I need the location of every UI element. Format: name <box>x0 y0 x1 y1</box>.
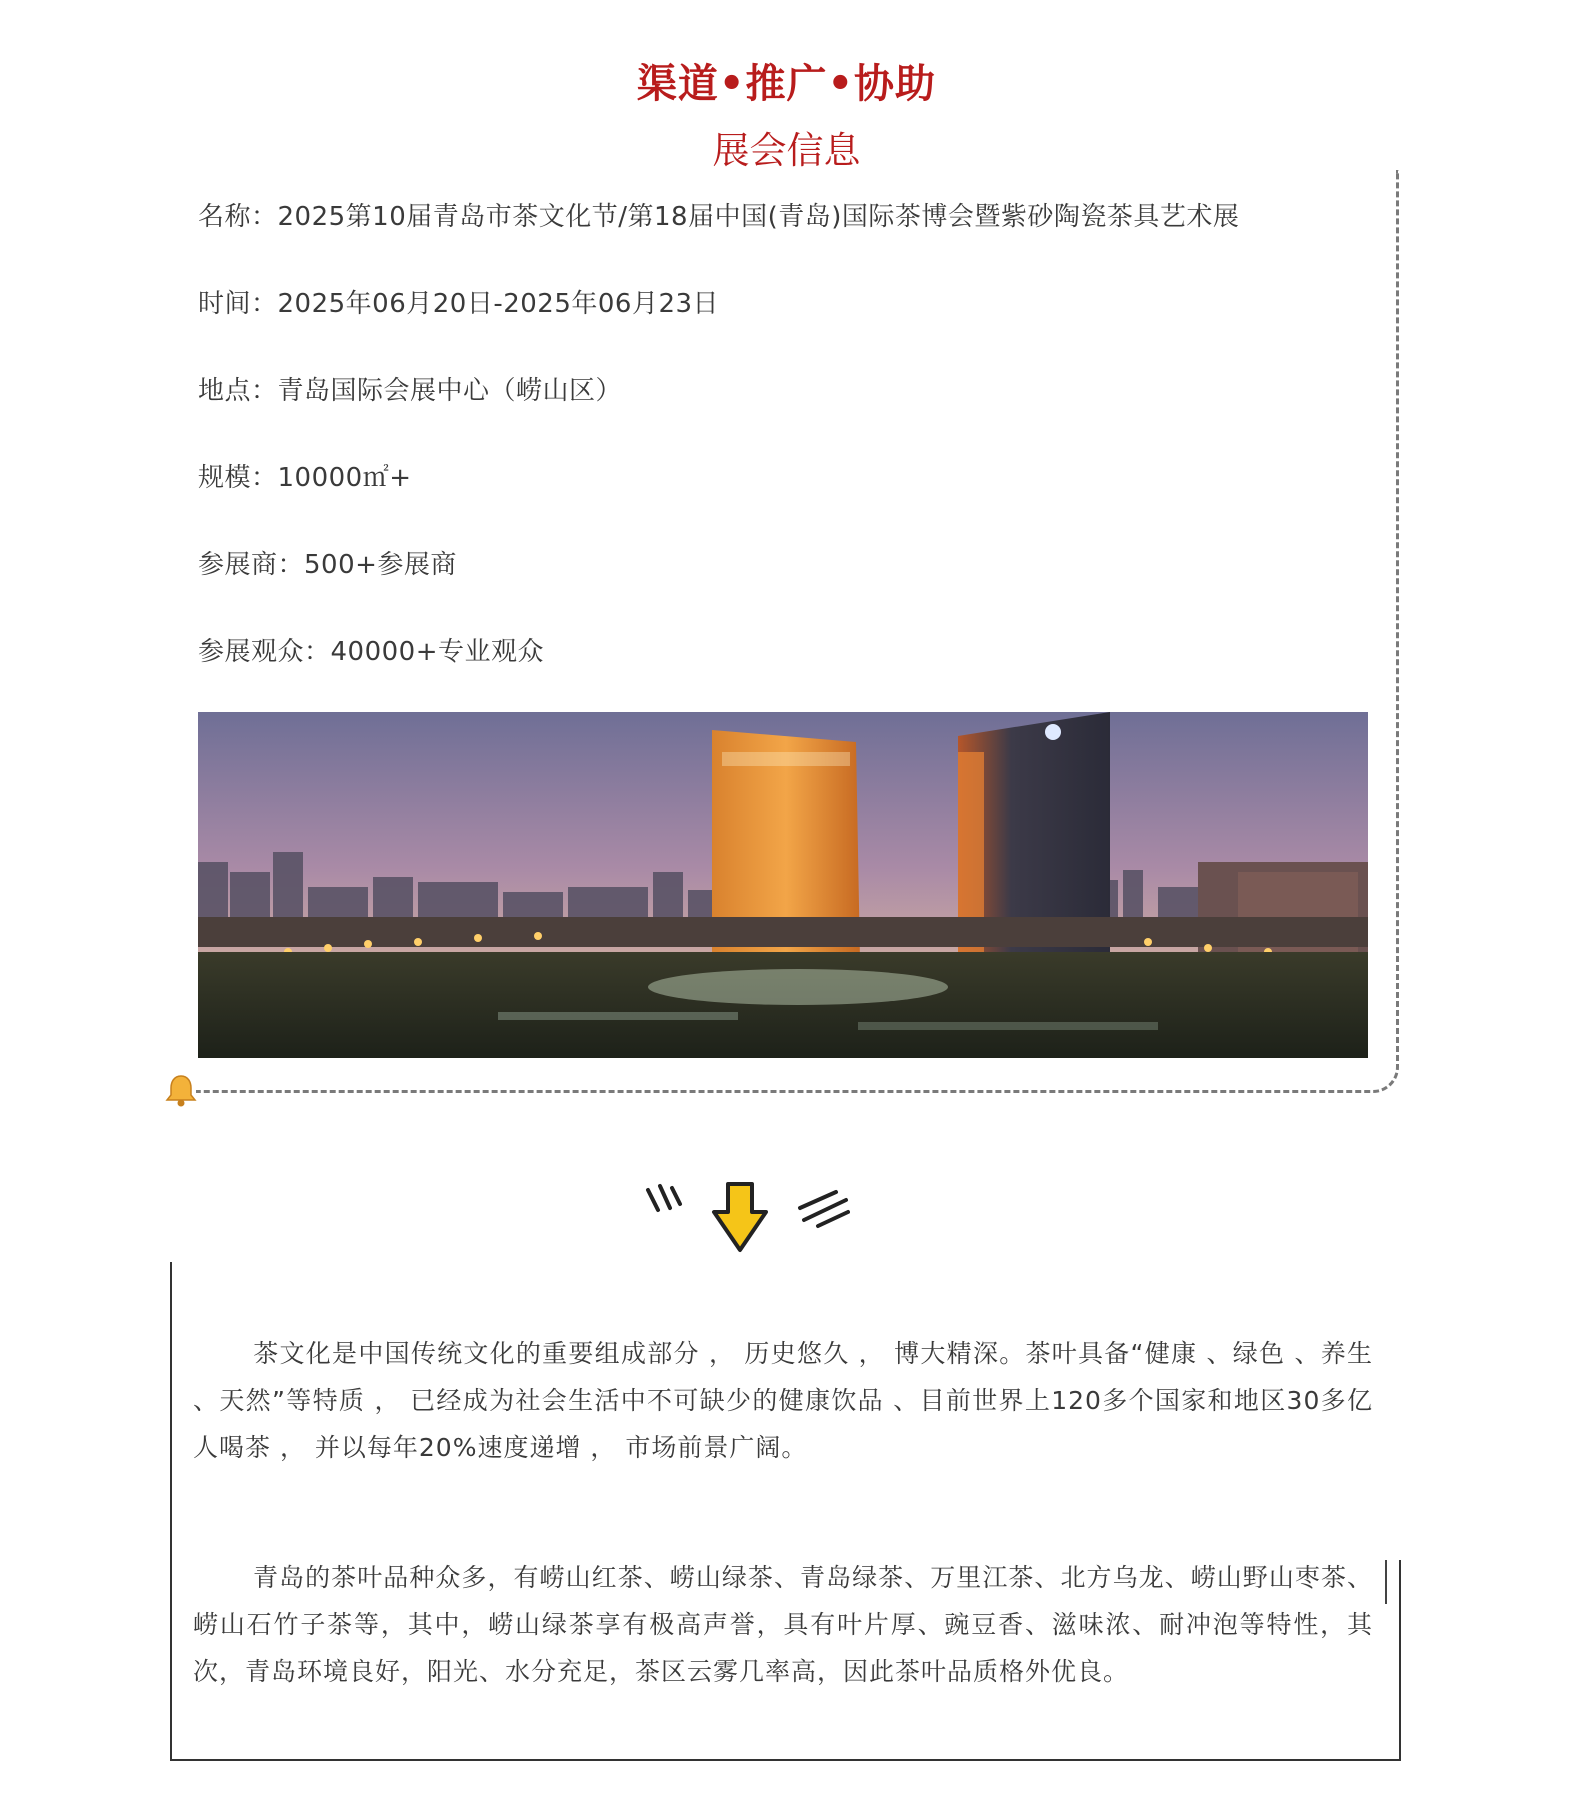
exhibition-location: 地点：青岛国际会展中心（崂山区） <box>198 376 623 406</box>
exhibition-audience: 参展观众：40000+专业观众 <box>198 637 544 667</box>
tea-culture-text: 茶文化是中国传统文化的重要组成部分 ， 历史悠久 ， 博大精深。茶叶具备“健康 、绿色 、养生 、天然”等特质 ， 已经成为社会生活中不可缺少的健康饮品 、目前世界上120多个国家和地区30多亿人喝茶 ， 并以每年20%速度递增 ， 市场前景广阔。 <box>193 1339 1373 1462</box>
page-title: 渠道•推广•协助 <box>636 61 937 107</box>
down-arrow-icon <box>640 1178 850 1258</box>
exhibition-name: 名称：2025第10届青岛市茶文化节/第18届中国(青岛)国际茶博会暨紫砂陶瓷茶具艺术展 <box>198 202 1240 232</box>
section-subtitle: 展会信息 <box>712 129 861 172</box>
tea-culture-paragraph <box>193 1330 1373 1471</box>
exhibition-time: 时间：2025年06月20日-2025年06月23日 <box>198 289 720 319</box>
exhibition-exhibitors: 参展商：500+参展商 <box>198 550 457 580</box>
bell-icon <box>163 1072 199 1108</box>
qingdao-tea-paragraph <box>193 1554 1373 1695</box>
venue-photo <box>198 712 1368 1058</box>
qingdao-tea-text: 青岛的茶叶品种众多，有崂山红茶、崂山绿茶、青岛绿茶、万里江茶、北方乌龙、崂山野山枣茶、崂山石竹子茶等，其中，崂山绿茶享有极高声誉，具有叶片厚、豌豆香、滋味浓、耐冲泡等特性，其次，青岛环境良好，阳光、水分充足，茶区云雾几率高，因此茶叶品质格外优良。 <box>193 1563 1373 1686</box>
exhibition-scale: 规模：10000㎡+ <box>198 463 412 493</box>
frame-tick <box>1385 1560 1387 1604</box>
